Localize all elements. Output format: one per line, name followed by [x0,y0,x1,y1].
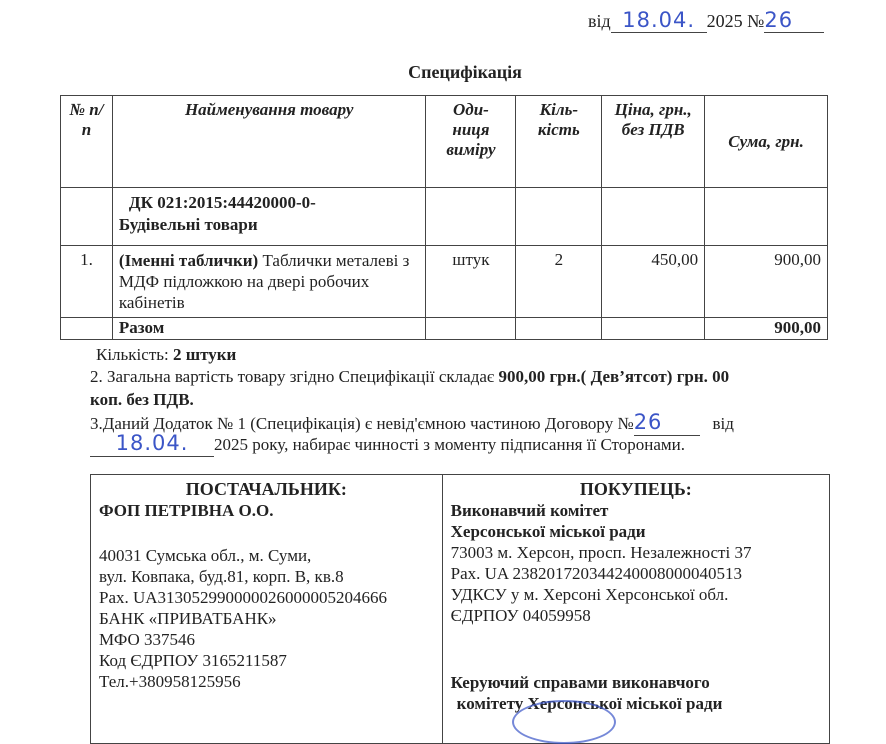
supplier-address-2: вул. Ковпака, буд.81, корп. В, кв.8 [99,567,344,586]
header-number: № п/п [61,96,113,188]
buyer-signatory-2: комітету Херсонської міської ради [456,694,723,713]
header-quantity: Кіль- кість [516,96,602,188]
buyer-account: Рах. UA 238201720344240008000040513 [450,564,742,583]
total-row [61,318,828,340]
annex-from: від [712,414,734,433]
parties-table [90,474,830,744]
quantity-value: 2 штуки [172,345,237,364]
number-underline [764,8,824,33]
row-quantity: 2 [516,246,602,318]
total-label: Разом [112,318,426,340]
header-unit: Оди- ниця виміру [426,96,516,188]
handwritten-date: 18.04. [622,8,696,32]
parties-row [91,475,830,744]
handwritten-contract-date: 18.04. [115,431,189,455]
row-unit: штук [426,246,516,318]
buyer-cell [442,475,829,744]
row-name [112,246,426,318]
buyer-name-1: Виконавчий комітет [450,501,609,520]
stamp-seal [512,700,616,744]
header-name: Найменування товару [112,96,426,188]
handwritten-number: 26 [764,8,794,32]
document-date-line [588,8,824,33]
buyer-name-2: Херсонської міської ради [450,522,646,541]
category-name: Будівельні товари [118,215,258,234]
category-cell [112,188,426,246]
row-name-rest: Таблички металеві з МДФ підложкою на двері робочих кабінетів [118,251,410,312]
table-row [61,246,828,318]
supplier-mfo: МФО 337546 [99,630,196,649]
date-underline [611,8,707,33]
buyer-signatory-1: Керуючий справами виконавчого [450,673,710,692]
supplier-account: Рах. UA313052990000026000005204666 [99,588,388,607]
supplier-bank: БАНК «ПРИВАТБАНК» [99,609,277,628]
year-and-number-label: 2025 № [706,11,765,31]
header-sum: Сума, грн. [705,96,828,188]
annex-text: 3.Даний Додаток № 1 (Специфікація) є невід'ємною частиною Договору № [90,414,634,433]
specification-table [60,95,828,340]
buyer-treasury: УДКСУ у м. Херсоні Херсонської обл. [450,585,729,604]
supplier-address-1: 40031 Сумська обл., м. Суми, [99,546,312,565]
quantity-note [96,344,236,366]
header-price: Ціна, грн., без ПДВ [602,96,705,188]
row-name-bold: (Іменні таблички) [118,251,259,270]
supplier-heading: ПОСТАЧАЛЬНИК: [185,479,347,499]
supplier-phone: Тел.+380958125956 [99,672,241,691]
row-number: 1. [61,246,113,318]
date-prefix: від [588,11,611,31]
total-cost-amount: 900,00 грн.( Дев’ятсот) грн. 00 [498,367,730,386]
buyer-heading: ПОКУПЕЦЬ: [579,479,692,499]
table-header-row [61,96,828,188]
category-code: ДК 021:2015:44420000-0- [128,193,316,212]
category-row [61,188,828,246]
annex-end-text: 2025 року, набирає чинності з моменту підписання її Сторонами. [214,435,686,454]
total-sum: 900,00 [705,318,828,340]
annex-date-underline [90,432,214,457]
quantity-label: Кількість: [96,345,173,364]
row-sum: 900,00 [705,246,828,318]
buyer-edrpou: ЄДРПОУ 04059958 [450,606,591,625]
total-cost-note [90,366,729,388]
page-title: Специфікація [408,62,522,82]
supplier-name: ФОП ПЕТРІВНА О.О. [99,501,274,520]
annex-note-cont [90,432,685,457]
total-cost-text: 2. Загальна вартість товару згідно Специфікації складає [90,367,499,386]
buyer-address: 73003 м. Херсон, просп. Незалежності 37 [450,543,752,562]
row-price: 450,00 [602,246,705,318]
total-cost-note-cont: коп. без ПДВ. [90,390,194,409]
supplier-cell [91,475,443,744]
handwritten-contract-number: 26 [633,410,663,434]
supplier-edrpou: Код ЄДРПОУ 3165211587 [99,651,287,670]
